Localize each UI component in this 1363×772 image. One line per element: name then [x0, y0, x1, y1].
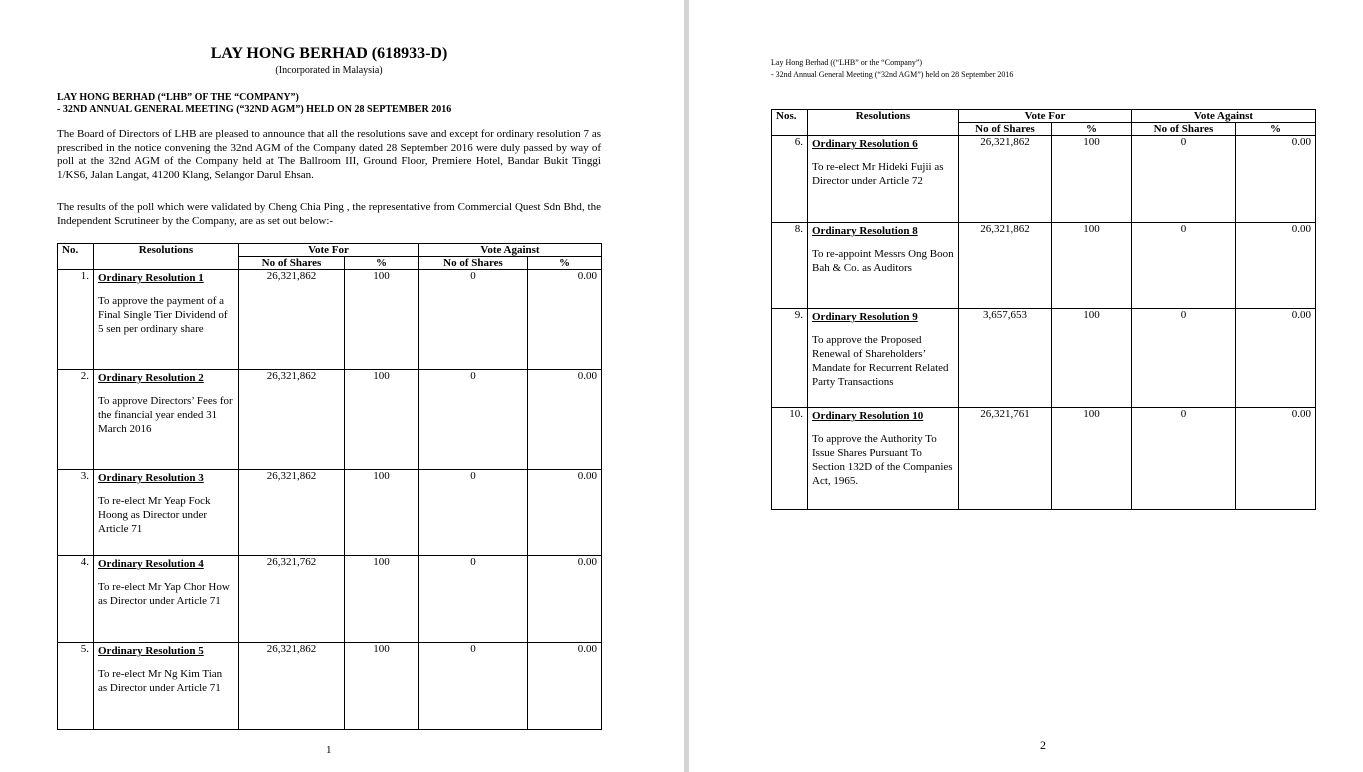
for-pct: 100 — [345, 370, 419, 470]
row-no: 2. — [58, 370, 94, 470]
header-no: No. — [58, 244, 94, 270]
header-against-pct: % — [528, 257, 602, 270]
for-pct: 100 — [1052, 136, 1132, 223]
for-pct: 100 — [345, 556, 419, 643]
resolution-desc: To approve Directors’ Fees for the financial year ended 31 March 2016 — [98, 395, 233, 435]
for-shares: 26,321,862 — [959, 223, 1052, 309]
row-resolution — [94, 643, 239, 730]
header-for-shares: No of Shares — [959, 123, 1052, 136]
resolution-desc: To approve the Proposed Renewal of Shareholders’ Mandate for Recurrent Related Party Transactions — [812, 334, 949, 388]
against-pct: 0.00 — [528, 370, 602, 470]
against-shares: 0 — [1132, 309, 1236, 408]
header-against-pct: % — [1236, 123, 1316, 136]
for-shares: 26,321,862 — [239, 370, 345, 470]
against-shares: 0 — [1132, 408, 1236, 510]
against-pct: 0.00 — [1236, 223, 1316, 309]
running-header-line1: Lay Hong Berhad ((“LHB” or the “Company”) — [771, 58, 923, 67]
against-pct: 0.00 — [1236, 309, 1316, 408]
resolution-desc: To re-appoint Messrs Ong Boon Bah & Co. as Auditors — [812, 248, 954, 274]
scrutineer-paragraph: The results of the poll which were validated by Cheng Chia Ping , the representative from Commercial Quest Sdn Bhd, the Independent Scrutineer by the Company, are as set out below:- — [57, 201, 601, 227]
for-pct: 100 — [1052, 408, 1132, 510]
resolution-name: Ordinary Resolution 6 — [812, 138, 918, 150]
row-resolution — [808, 136, 959, 223]
row-resolution — [808, 408, 959, 510]
company-subtitle: (Incorporated in Malaysia) — [275, 65, 383, 76]
against-shares: 0 — [419, 643, 528, 730]
resolution-desc: To re-elect Mr Ng Kim Tian as Director under Article 71 — [98, 668, 223, 694]
against-pct: 0.00 — [1236, 136, 1316, 223]
for-pct: 100 — [345, 643, 419, 730]
for-shares: 26,321,762 — [239, 556, 345, 643]
table-row — [58, 370, 602, 470]
table-row — [58, 643, 602, 730]
header-vote-for: Vote For — [239, 244, 419, 257]
for-shares: 26,321,862 — [239, 470, 345, 556]
poll-results-table-1 — [57, 243, 602, 730]
resolution-name: Ordinary Resolution 5 — [98, 645, 204, 657]
table-row — [58, 270, 602, 370]
header-vote-against: Vote Against — [1132, 110, 1316, 123]
against-shares: 0 — [419, 470, 528, 556]
resolution-desc: To approve the payment of a Final Single Tier Dividend of 5 sen per ordinary share — [98, 295, 228, 335]
for-shares: 26,321,862 — [239, 643, 345, 730]
for-pct: 100 — [345, 470, 419, 556]
table-row — [772, 408, 1316, 510]
announcement-heading-line1: LAY HONG BERHAD (“LHB” OF THE “COMPANY”) — [57, 92, 299, 103]
table-row — [58, 470, 602, 556]
table-row — [58, 556, 602, 643]
table-row — [772, 223, 1316, 309]
against-pct: 0.00 — [528, 643, 602, 730]
header-for-shares: No of Shares — [239, 257, 345, 270]
announcement-heading-line2: - 32ND ANNUAL GENERAL MEETING (“32ND AGM”) HELD ON 28 SEPTEMBER 2016 — [57, 104, 452, 115]
row-resolution — [94, 270, 239, 370]
resolution-desc: To approve the Authority To Issue Shares Pursuant To Section 132D of the Companies Act, 1965. — [812, 433, 953, 487]
row-no: 8. — [772, 223, 808, 309]
resolution-desc: To re-elect Mr Yap Chor How as Director under Article 71 — [98, 581, 230, 607]
row-resolution — [808, 309, 959, 408]
page-number-2: 2 — [1040, 738, 1046, 752]
document-page-2 — [689, 0, 1363, 772]
header-for-pct: % — [345, 257, 419, 270]
running-header-line2: - 32nd Annual General Meeting (“32nd AGM”) held on 28 September 2016 — [771, 70, 1014, 79]
for-shares: 26,321,862 — [239, 270, 345, 370]
row-no: 4. — [58, 556, 94, 643]
intro-paragraph: The Board of Directors of LHB are pleased to announce that all the resolutions save and except for ordinary resolution 7 as prescribed in the notice convening the 32nd AGM of the Company dated 28 September 2016 were duly passed by way of poll at the 32nd AGM of the Company held at The Ballroom III, Ground Floor, Premiere Hotel, Bandar Bukit Tinggi 1/KS6, Jalan Langat, 41200 Klang, Selangor Darul Ehsan. — [57, 128, 601, 181]
against-pct: 0.00 — [528, 556, 602, 643]
table-row — [772, 136, 1316, 223]
row-no: 1. — [58, 270, 94, 370]
header-for-pct: % — [1052, 123, 1132, 136]
header-resolutions: Resolutions — [94, 244, 239, 270]
for-shares: 3,657,653 — [959, 309, 1052, 408]
resolution-desc: To re-elect Mr Hideki Fujii as Director under Article 72 — [812, 161, 944, 187]
for-pct: 100 — [345, 270, 419, 370]
resolution-name: Ordinary Resolution 3 — [98, 472, 204, 484]
resolution-name: Ordinary Resolution 1 — [98, 272, 204, 284]
row-no: 6. — [772, 136, 808, 223]
row-no: 9. — [772, 309, 808, 408]
row-resolution — [94, 556, 239, 643]
against-shares: 0 — [1132, 223, 1236, 309]
row-no: 5. — [58, 643, 94, 730]
for-shares: 26,321,862 — [959, 136, 1052, 223]
resolution-name: Ordinary Resolution 8 — [812, 225, 918, 237]
for-shares: 26,321,761 — [959, 408, 1052, 510]
against-pct: 0.00 — [528, 470, 602, 556]
row-resolution — [94, 470, 239, 556]
resolution-name: Ordinary Resolution 2 — [98, 372, 204, 384]
header-vote-against: Vote Against — [419, 244, 602, 257]
resolution-name: Ordinary Resolution 9 — [812, 311, 918, 323]
against-shares: 0 — [419, 556, 528, 643]
for-pct: 100 — [1052, 223, 1132, 309]
header-against-shares: No of Shares — [419, 257, 528, 270]
against-pct: 0.00 — [528, 270, 602, 370]
against-pct: 0.00 — [1236, 408, 1316, 510]
against-shares: 0 — [419, 370, 528, 470]
header-vote-for: Vote For — [959, 110, 1132, 123]
row-no: 10. — [772, 408, 808, 510]
row-no: 3. — [58, 470, 94, 556]
against-shares: 0 — [1132, 136, 1236, 223]
resolution-name: Ordinary Resolution 4 — [98, 558, 204, 570]
row-resolution — [94, 370, 239, 470]
company-title: LAY HONG BERHAD (618933-D) — [210, 45, 448, 62]
poll-results-table-2 — [771, 109, 1316, 510]
resolution-name: Ordinary Resolution 10 — [812, 410, 924, 422]
page-number-1: 1 — [326, 744, 332, 756]
header-resolutions: Resolutions — [808, 110, 959, 136]
header-no: Nos. — [772, 110, 808, 136]
table-row — [772, 309, 1316, 408]
row-resolution — [808, 223, 959, 309]
header-against-shares: No of Shares — [1132, 123, 1236, 136]
for-pct: 100 — [1052, 309, 1132, 408]
resolution-desc: To re-elect Mr Yeap Fock Hoong as Director under Article 71 — [98, 495, 211, 535]
against-shares: 0 — [419, 270, 528, 370]
